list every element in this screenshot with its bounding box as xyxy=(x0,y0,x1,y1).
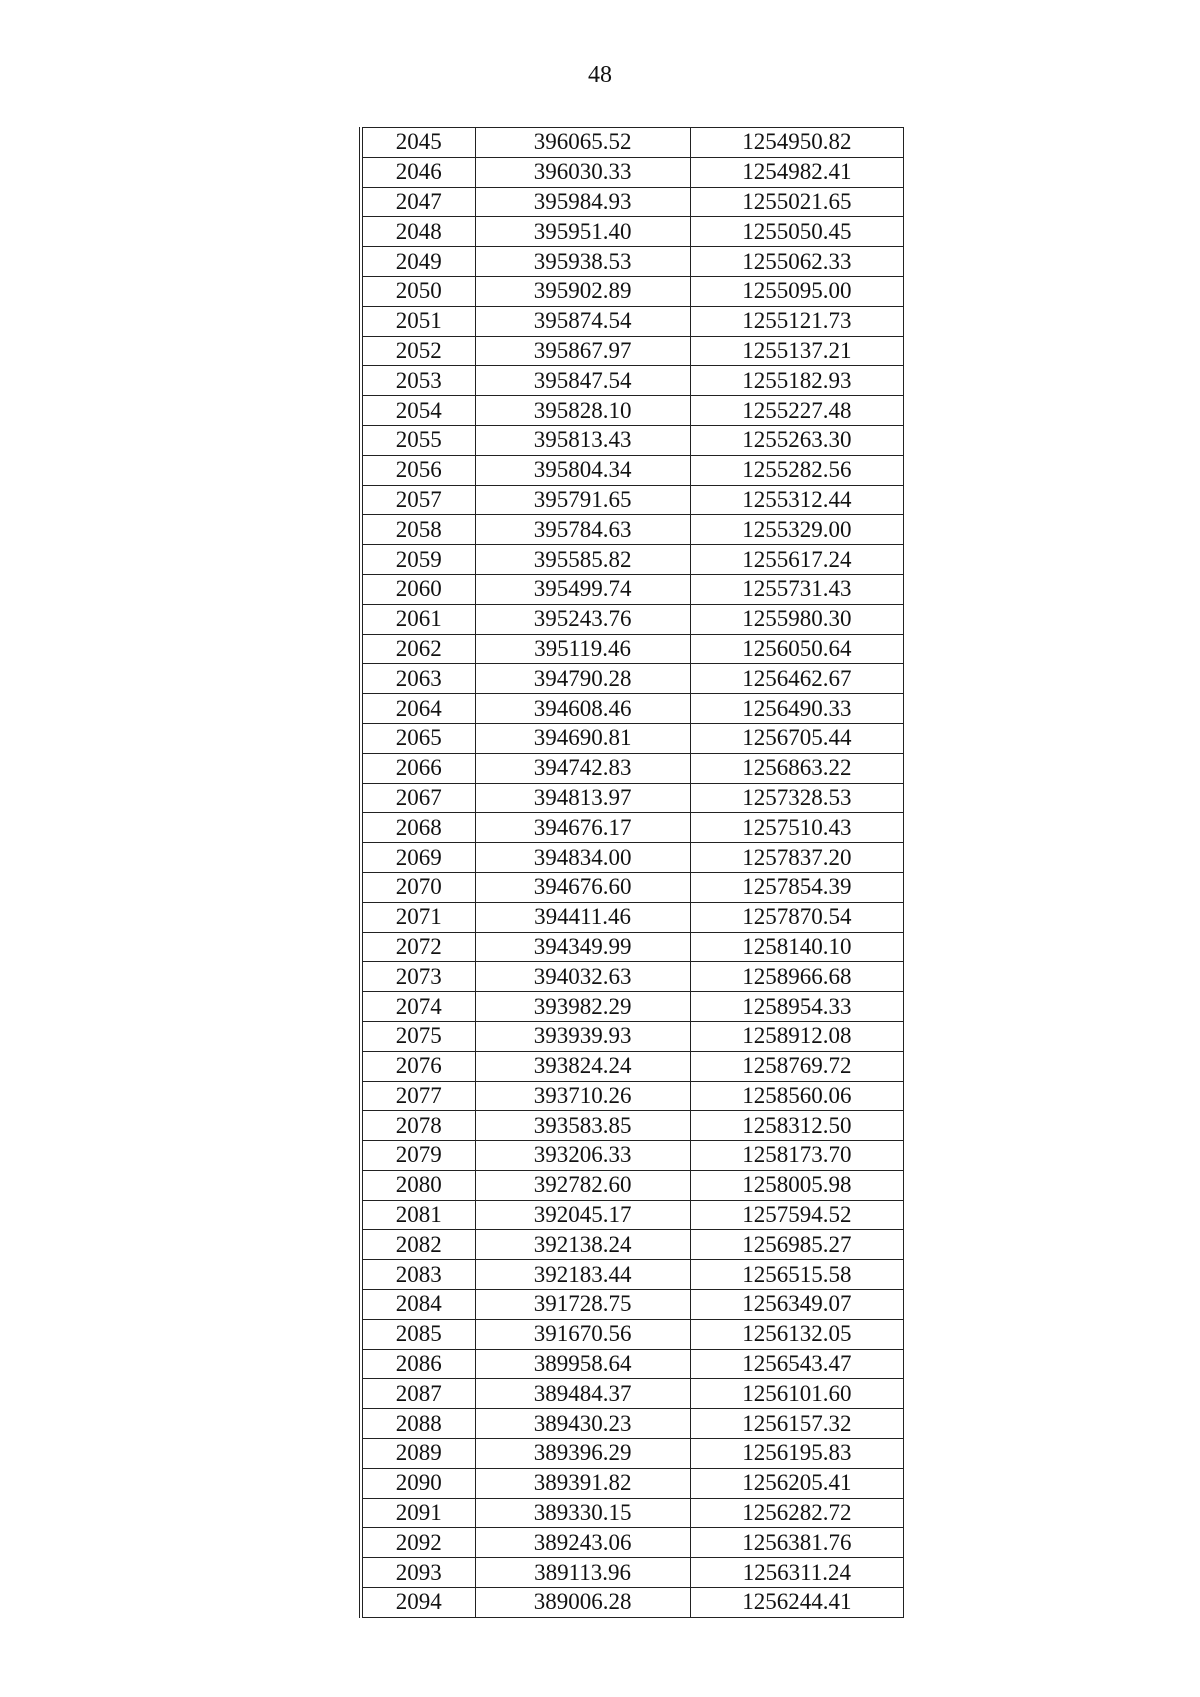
y-coordinate-cell: 1254950.82 xyxy=(690,128,903,158)
point-number-cell: 2063 xyxy=(361,664,475,694)
x-coordinate-cell: 394813.97 xyxy=(475,783,690,813)
x-coordinate-cell: 394349.99 xyxy=(475,932,690,962)
table-row xyxy=(361,1349,904,1379)
point-number-cell: 2046 xyxy=(361,157,475,187)
point-number-cell: 2086 xyxy=(361,1349,475,1379)
x-coordinate-cell: 395867.97 xyxy=(475,336,690,366)
point-number-cell: 2049 xyxy=(361,247,475,277)
x-coordinate-cell: 394411.46 xyxy=(475,902,690,932)
y-coordinate-cell: 1256132.05 xyxy=(690,1319,903,1349)
y-coordinate-cell: 1255050.45 xyxy=(690,217,903,247)
x-coordinate-cell: 395902.89 xyxy=(475,276,690,306)
table-row xyxy=(361,753,904,783)
x-coordinate-cell: 393206.33 xyxy=(475,1141,690,1171)
point-number-cell: 2057 xyxy=(361,485,475,515)
table-row xyxy=(361,1409,904,1439)
y-coordinate-cell: 1257328.53 xyxy=(690,783,903,813)
x-coordinate-cell: 395784.63 xyxy=(475,515,690,545)
y-coordinate-cell: 1256050.64 xyxy=(690,634,903,664)
table-row xyxy=(361,515,904,545)
point-number-cell: 2051 xyxy=(361,306,475,336)
x-coordinate-cell: 394742.83 xyxy=(475,753,690,783)
point-number-cell: 2087 xyxy=(361,1379,475,1409)
y-coordinate-cell: 1258560.06 xyxy=(690,1081,903,1111)
point-number-cell: 2047 xyxy=(361,187,475,217)
table-row xyxy=(361,217,904,247)
table-row xyxy=(361,604,904,634)
table-row xyxy=(361,574,904,604)
y-coordinate-cell: 1256205.41 xyxy=(690,1468,903,1498)
y-coordinate-cell: 1256101.60 xyxy=(690,1379,903,1409)
table-row xyxy=(361,1111,904,1141)
x-coordinate-cell: 395951.40 xyxy=(475,217,690,247)
table-row xyxy=(361,1379,904,1409)
point-number-cell: 2052 xyxy=(361,336,475,366)
y-coordinate-cell: 1255617.24 xyxy=(690,545,903,575)
x-coordinate-cell: 393939.93 xyxy=(475,1021,690,1051)
table-row xyxy=(361,455,904,485)
table-row xyxy=(361,425,904,455)
point-number-cell: 2050 xyxy=(361,276,475,306)
x-coordinate-cell: 396065.52 xyxy=(475,128,690,158)
table-row xyxy=(361,902,904,932)
point-number-cell: 2055 xyxy=(361,425,475,455)
x-coordinate-cell: 394676.17 xyxy=(475,813,690,843)
y-coordinate-cell: 1256244.41 xyxy=(690,1588,903,1618)
y-coordinate-cell: 1256349.07 xyxy=(690,1290,903,1320)
table-row xyxy=(361,157,904,187)
coordinates-table xyxy=(359,127,904,1618)
table-row xyxy=(361,1588,904,1618)
x-coordinate-cell: 395847.54 xyxy=(475,366,690,396)
y-coordinate-cell: 1258966.68 xyxy=(690,962,903,992)
point-number-cell: 2058 xyxy=(361,515,475,545)
x-coordinate-cell: 395984.93 xyxy=(475,187,690,217)
x-coordinate-cell: 392782.60 xyxy=(475,1170,690,1200)
x-coordinate-cell: 393583.85 xyxy=(475,1111,690,1141)
point-number-cell: 2053 xyxy=(361,366,475,396)
y-coordinate-cell: 1256381.76 xyxy=(690,1528,903,1558)
x-coordinate-cell: 395499.74 xyxy=(475,574,690,604)
y-coordinate-cell: 1257510.43 xyxy=(690,813,903,843)
point-number-cell: 2066 xyxy=(361,753,475,783)
table-row xyxy=(361,128,904,158)
x-coordinate-cell: 395804.34 xyxy=(475,455,690,485)
page-number: 48 xyxy=(588,62,612,88)
table-row xyxy=(361,723,904,753)
y-coordinate-cell: 1256515.58 xyxy=(690,1260,903,1290)
x-coordinate-cell: 395828.10 xyxy=(475,396,690,426)
x-coordinate-cell: 389243.06 xyxy=(475,1528,690,1558)
y-coordinate-cell: 1258140.10 xyxy=(690,932,903,962)
table-row xyxy=(361,872,904,902)
point-number-cell: 2090 xyxy=(361,1468,475,1498)
x-coordinate-cell: 389006.28 xyxy=(475,1588,690,1618)
x-coordinate-cell: 389330.15 xyxy=(475,1498,690,1528)
table-row xyxy=(361,634,904,664)
table-row xyxy=(361,694,904,724)
y-coordinate-cell: 1257594.52 xyxy=(690,1200,903,1230)
y-coordinate-cell: 1255137.21 xyxy=(690,336,903,366)
y-coordinate-cell: 1254982.41 xyxy=(690,157,903,187)
y-coordinate-cell: 1258769.72 xyxy=(690,1051,903,1081)
point-number-cell: 2065 xyxy=(361,723,475,753)
point-number-cell: 2059 xyxy=(361,545,475,575)
table-row xyxy=(361,1230,904,1260)
point-number-cell: 2074 xyxy=(361,992,475,1022)
point-number-cell: 2071 xyxy=(361,902,475,932)
point-number-cell: 2077 xyxy=(361,1081,475,1111)
x-coordinate-cell: 395813.43 xyxy=(475,425,690,455)
y-coordinate-cell: 1258005.98 xyxy=(690,1170,903,1200)
table-row xyxy=(361,1081,904,1111)
point-number-cell: 2073 xyxy=(361,962,475,992)
table-row xyxy=(361,1051,904,1081)
table-row xyxy=(361,962,904,992)
point-number-cell: 2081 xyxy=(361,1200,475,1230)
table-row xyxy=(361,247,904,277)
y-coordinate-cell: 1256462.67 xyxy=(690,664,903,694)
table-row xyxy=(361,485,904,515)
x-coordinate-cell: 389958.64 xyxy=(475,1349,690,1379)
coordinates-table-body xyxy=(361,128,904,1618)
y-coordinate-cell: 1257854.39 xyxy=(690,872,903,902)
point-number-cell: 2069 xyxy=(361,843,475,873)
point-number-cell: 2062 xyxy=(361,634,475,664)
table-row xyxy=(361,276,904,306)
x-coordinate-cell: 395791.65 xyxy=(475,485,690,515)
x-coordinate-cell: 392138.24 xyxy=(475,1230,690,1260)
table-row xyxy=(361,1290,904,1320)
y-coordinate-cell: 1255282.56 xyxy=(690,455,903,485)
x-coordinate-cell: 395874.54 xyxy=(475,306,690,336)
point-number-cell: 2076 xyxy=(361,1051,475,1081)
point-number-cell: 2054 xyxy=(361,396,475,426)
point-number-cell: 2061 xyxy=(361,604,475,634)
x-coordinate-cell: 393982.29 xyxy=(475,992,690,1022)
x-coordinate-cell: 394032.63 xyxy=(475,962,690,992)
table-row xyxy=(361,1200,904,1230)
y-coordinate-cell: 1258912.08 xyxy=(690,1021,903,1051)
x-coordinate-cell: 396030.33 xyxy=(475,157,690,187)
table-row xyxy=(361,1021,904,1051)
table-row xyxy=(361,1498,904,1528)
point-number-cell: 2084 xyxy=(361,1290,475,1320)
x-coordinate-cell: 395119.46 xyxy=(475,634,690,664)
point-number-cell: 2068 xyxy=(361,813,475,843)
table-row xyxy=(361,1439,904,1469)
point-number-cell: 2078 xyxy=(361,1111,475,1141)
table-row xyxy=(361,1558,904,1588)
x-coordinate-cell: 395243.76 xyxy=(475,604,690,634)
x-coordinate-cell: 389391.82 xyxy=(475,1468,690,1498)
point-number-cell: 2072 xyxy=(361,932,475,962)
point-number-cell: 2070 xyxy=(361,872,475,902)
point-number-cell: 2060 xyxy=(361,574,475,604)
table-row xyxy=(361,396,904,426)
y-coordinate-cell: 1255182.93 xyxy=(690,366,903,396)
x-coordinate-cell: 393710.26 xyxy=(475,1081,690,1111)
x-coordinate-cell: 394790.28 xyxy=(475,664,690,694)
x-coordinate-cell: 391670.56 xyxy=(475,1319,690,1349)
x-coordinate-cell: 392183.44 xyxy=(475,1260,690,1290)
x-coordinate-cell: 395585.82 xyxy=(475,545,690,575)
point-number-cell: 2064 xyxy=(361,694,475,724)
x-coordinate-cell: 389430.23 xyxy=(475,1409,690,1439)
x-coordinate-cell: 394676.60 xyxy=(475,872,690,902)
x-coordinate-cell: 394608.46 xyxy=(475,694,690,724)
table-row xyxy=(361,1528,904,1558)
x-coordinate-cell: 389484.37 xyxy=(475,1379,690,1409)
table-row xyxy=(361,932,904,962)
point-number-cell: 2080 xyxy=(361,1170,475,1200)
y-coordinate-cell: 1255731.43 xyxy=(690,574,903,604)
y-coordinate-cell: 1256195.83 xyxy=(690,1439,903,1469)
point-number-cell: 2094 xyxy=(361,1588,475,1618)
y-coordinate-cell: 1256863.22 xyxy=(690,753,903,783)
table-row xyxy=(361,545,904,575)
y-coordinate-cell: 1255263.30 xyxy=(690,425,903,455)
y-coordinate-cell: 1255062.33 xyxy=(690,247,903,277)
y-coordinate-cell: 1257837.20 xyxy=(690,843,903,873)
table-row xyxy=(361,187,904,217)
point-number-cell: 2056 xyxy=(361,455,475,485)
y-coordinate-cell: 1258312.50 xyxy=(690,1111,903,1141)
point-number-cell: 2067 xyxy=(361,783,475,813)
x-coordinate-cell: 393824.24 xyxy=(475,1051,690,1081)
table-row xyxy=(361,664,904,694)
point-number-cell: 2079 xyxy=(361,1141,475,1171)
point-number-cell: 2083 xyxy=(361,1260,475,1290)
table-row xyxy=(361,1260,904,1290)
table-row xyxy=(361,783,904,813)
x-coordinate-cell: 394690.81 xyxy=(475,723,690,753)
point-number-cell: 2093 xyxy=(361,1558,475,1588)
y-coordinate-cell: 1255121.73 xyxy=(690,306,903,336)
table-row xyxy=(361,1319,904,1349)
point-number-cell: 2091 xyxy=(361,1498,475,1528)
x-coordinate-cell: 391728.75 xyxy=(475,1290,690,1320)
table-row xyxy=(361,336,904,366)
table-row xyxy=(361,1170,904,1200)
point-number-cell: 2082 xyxy=(361,1230,475,1260)
point-number-cell: 2088 xyxy=(361,1409,475,1439)
y-coordinate-cell: 1256985.27 xyxy=(690,1230,903,1260)
y-coordinate-cell: 1255227.48 xyxy=(690,396,903,426)
y-coordinate-cell: 1255980.30 xyxy=(690,604,903,634)
y-coordinate-cell: 1256157.32 xyxy=(690,1409,903,1439)
table-row xyxy=(361,1141,904,1171)
y-coordinate-cell: 1258173.70 xyxy=(690,1141,903,1171)
y-coordinate-cell: 1255095.00 xyxy=(690,276,903,306)
x-coordinate-cell: 394834.00 xyxy=(475,843,690,873)
x-coordinate-cell: 389396.29 xyxy=(475,1439,690,1469)
point-number-cell: 2075 xyxy=(361,1021,475,1051)
table-row xyxy=(361,992,904,1022)
y-coordinate-cell: 1258954.33 xyxy=(690,992,903,1022)
x-coordinate-cell: 392045.17 xyxy=(475,1200,690,1230)
x-coordinate-cell: 395938.53 xyxy=(475,247,690,277)
point-number-cell: 2089 xyxy=(361,1439,475,1469)
y-coordinate-cell: 1255021.65 xyxy=(690,187,903,217)
point-number-cell: 2045 xyxy=(361,128,475,158)
table-row xyxy=(361,813,904,843)
point-number-cell: 2048 xyxy=(361,217,475,247)
point-number-cell: 2085 xyxy=(361,1319,475,1349)
table-row xyxy=(361,366,904,396)
point-number-cell: 2092 xyxy=(361,1528,475,1558)
y-coordinate-cell: 1256705.44 xyxy=(690,723,903,753)
table-row xyxy=(361,843,904,873)
y-coordinate-cell: 1256543.47 xyxy=(690,1349,903,1379)
x-coordinate-cell: 389113.96 xyxy=(475,1558,690,1588)
y-coordinate-cell: 1257870.54 xyxy=(690,902,903,932)
table-row xyxy=(361,1468,904,1498)
table-row xyxy=(361,306,904,336)
y-coordinate-cell: 1255329.00 xyxy=(690,515,903,545)
y-coordinate-cell: 1256311.24 xyxy=(690,1558,903,1588)
y-coordinate-cell: 1255312.44 xyxy=(690,485,903,515)
y-coordinate-cell: 1256282.72 xyxy=(690,1498,903,1528)
y-coordinate-cell: 1256490.33 xyxy=(690,694,903,724)
